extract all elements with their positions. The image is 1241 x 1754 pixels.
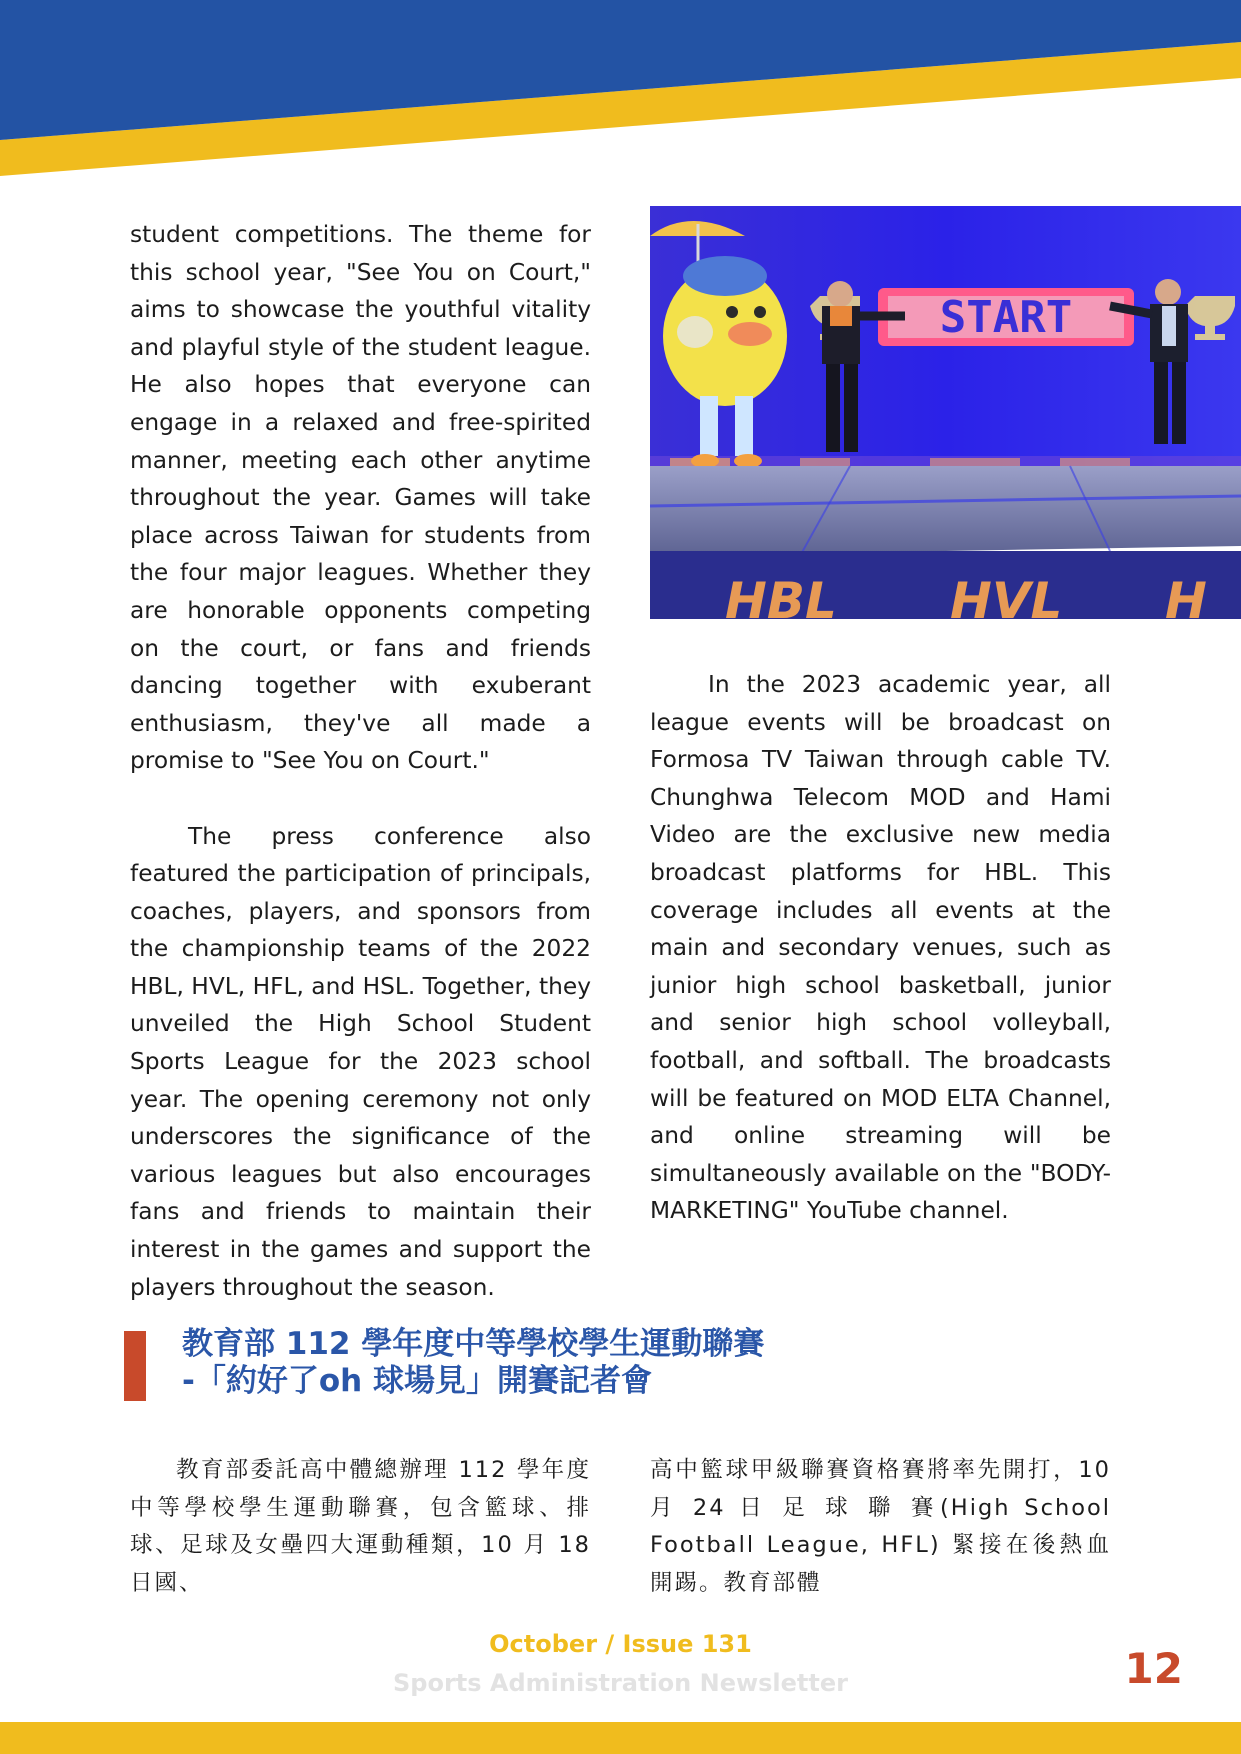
footer-newsletter-name: Sports Administration Newsletter	[392, 1669, 848, 1697]
start-sign-text: START	[939, 292, 1073, 343]
footer-yellow-band	[0, 1722, 1241, 1754]
article-paragraph: In the 2023 academic year, all league events will be broadcast on Formosa TV Taiwan through cable TV. Chunghwa Telecom MOD and Hami Video are the exclusive new media broadcast platforms for HBL. This coverage includes all events at the main and secondary venues, such as junior high school basketball, junior and senior high school volleyball, football, and softball. The broadcasts will be featured on MOD ELTA Channel, and online streaming will be simultaneously available on the "BODY-MARKETING" YouTube channel.	[650, 671, 1111, 1225]
chinese-left-column	[130, 1452, 591, 1602]
article-paragraph: The press conference also featured the participation of principals, coaches, players, and sponsors from the championship teams of the 2022 HBL, HVL, HFL, and HSL. Together, they unveiled the High School Student Sports League for the 2023 school year. The opening ceremony not only underscores the significance of the various leagues but also encourages fans and friends to maintain their interest in the games and support the players throughout the season.	[130, 822, 591, 1301]
chinese-paragraph: 教育部委託高中體總辦理 112 學年度中等學校學生運動聯賽，包含籃球、排球、足球及女壘四大運動種類，10 月 18 日國、	[130, 1457, 591, 1596]
section-title-line: 教育部 112 學年度中等學校學生運動聯賽	[182, 1326, 765, 1362]
event-photo	[650, 206, 1241, 619]
article-right-column	[650, 666, 1111, 1230]
section-title	[182, 1326, 942, 1400]
stage-logo: H	[1165, 572, 1207, 619]
article-left-column	[130, 216, 591, 1306]
footer-issue: October / Issue 131	[489, 1630, 752, 1658]
stage-logo: HBL	[725, 572, 837, 619]
page-number: 12	[1124, 1644, 1183, 1693]
stage-floor	[650, 466, 1241, 556]
article-paragraph: student competitions. The theme for this school year, "See You on Court," aims to showcase the youthful vitality and playful style of the student league. He also hopes that everyone can engage in a relaxed and free-spirited manner, meeting each other anytime throughout the year. Games will take place across Taiwan for students from the four major leagues. Whether they are honorable opponents competing on the court, or fans and friends dancing together with exuberant enthusiasm, they've all made a promise to "See You on Court."	[130, 221, 591, 775]
header-decoration	[0, 0, 1241, 180]
stage-logo: HVL	[950, 572, 1063, 619]
section-title-line: -「約好了oh 球場見」開賽記者會	[182, 1363, 653, 1399]
chinese-paragraph: 高中籃球甲級聯賽資格賽將率先開打，10 月 24 日 足 球 聯 賽(High School Football League, HFL) 緊接在後熱血開踢。教育部體	[650, 1457, 1111, 1596]
chinese-right-column	[650, 1452, 1111, 1602]
section-accent-bar	[124, 1331, 146, 1401]
